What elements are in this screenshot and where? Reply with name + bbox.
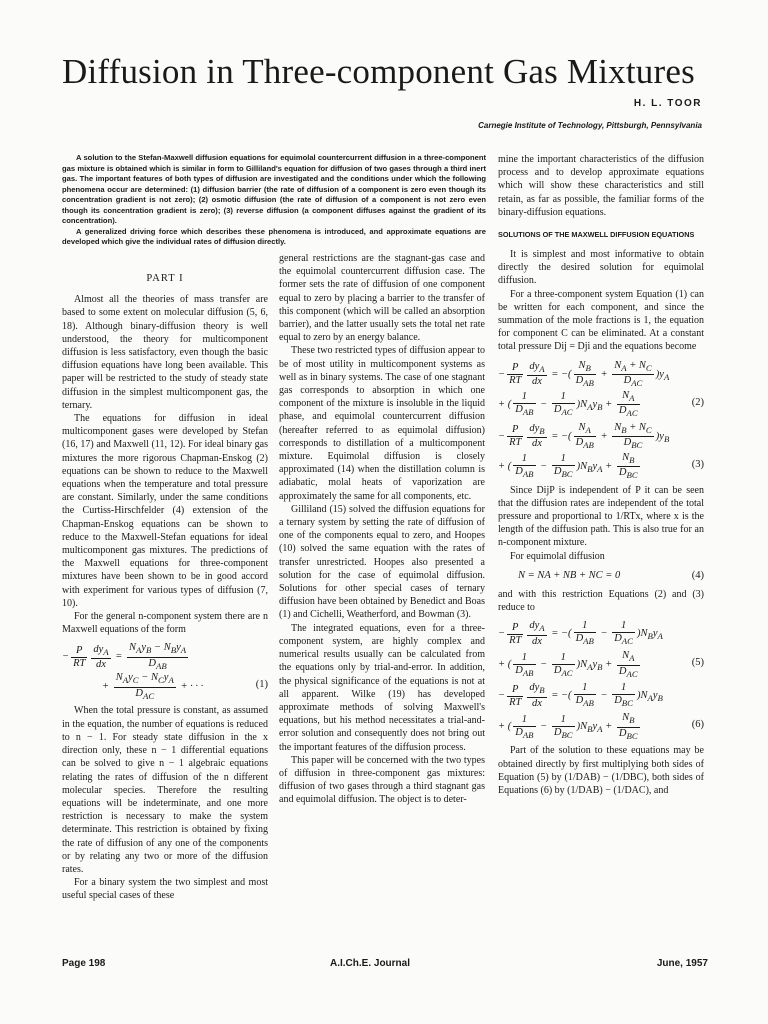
col3-paragraph-5: For equimolal diffusion (510, 550, 605, 562)
author: H. L. TOOR (633, 98, 702, 109)
col1-paragraph-5: For a binary system the two simplest and most useful special cases of these (62, 877, 268, 902)
col1-paragraph-2: The equations for diffusion in ideal multicomponent gases were developed by Stefan (16, 17) and Maxwell (11, 12). For ideal binary gas mixtures the more rigorous Chapman-Enskog (2) equations can be shown to reduce to the Maxwell equations when the temperature and total pressure are constant. Similarly, under the same conditions the Curtiss-Hirschfelder (4) extension of the Chapman-Enskog equations can be shown to reduce to the Maxwell-Stefan equations for ideal multicomponent gas mixtures. The predictions of the Maxwell equations for three-component mixtures have been shown to be in good accord with experiment for various types of diffusion (7, 10). (62, 413, 268, 609)
col3-paragraph-1: mine the important characteristics of the diffusion process and to develop approximate equations which will show these characteristics and still retain, as far as possible, the familiar forms of the binary-diffusion equations. (498, 154, 704, 218)
col2-paragraph-5: This paper will be concerned with the two types of diffusion in three-component gas mixtures: diffusion of two gases through a third stagnant gas and equimolal diffusion. The object is to deter- (279, 754, 485, 806)
paper-title: Diffusion in Three-component Gas Mixtures (62, 52, 695, 91)
equation-2: − $\frac{P}{RT}$ $\frac{dy_A}{dx}$ = −( $\frac{N_B}{D_{AB}}$ + $\frac{N_A + N_C}{D_{AC}}$ )$y_A$ + ( $\frac{1}{D_{AB}}$ − $\frac{1}{D_{AC}}$ )$N_Ay_B$ + $\frac{N_A}{D_{AC}}$ (2) (498, 359, 704, 418)
part-heading: PART I (146, 273, 184, 284)
equation-1: − $\frac{P}{RT}$ $\frac{dy_A}{dx}$ = $\frac{N_Ay_B - N_By_A}{D_{AB}}$ + $\frac{N_Ay_C - N_Cy_A}{D_{AC}}$ + · · · (1) (62, 642, 268, 701)
abstract-paragraph-1: A solution to the Stefan-Maxwell diffusion equations for equimolal countercurrent diffusion in a three-component gas mixture is obtained which is similar in form to Gilliland's equation for diffusion of two gases through a third inert gas. The important features of both types of diffusion are investigated and the conditions under which the following phenomena occur are determined: (1) diffusion barrier (the rate of diffusion of a component is zero even though its concentration gradient is not zero); (2) osmotic diffusion (the rate of diffusion of a component is not zero even though its concentration gradient is zero); (3) reverse diffusion (a component diffuses against the gradient of its concentration). (62, 153, 486, 225)
col3-paragraph-3: For a three-component system Equation (1) can be written for each component, and since the summation of the mole fractions is 1, the equation for component C can be eliminated. At a constant total pressure Dij = Dji and the equations become (498, 288, 704, 353)
equation-4 (498, 569, 704, 582)
col3-paragraph-4: Since DijP is independent of P it can be seen that the diffusion rates are independent of the total pressure and proportional to 1/RTx, where x is the length of the diffusion path. This is also true for an n-component mixture. (498, 484, 704, 549)
equation-6: − $\frac{P}{RT}$ $\frac{dy_B}{dx}$ = −( $\frac{1}{D_{AB}}$ − $\frac{1}{D_{BC}}$ )$N_Ay_B$ + ( $\frac{1}{D_{AB}}$ − $\frac{1}{D_{BC}}$ )$N_By_A$ + $\frac{N_B}{D_{BC}}$ (6) (498, 682, 704, 741)
section-heading: SOLUTIONS OF THE MAXWELL DIFFUSION EQUATIONS (498, 230, 695, 240)
col3-paragraph-6: and with this restriction Equations (2) and (3) reduce to (498, 589, 704, 614)
equation-4-text: N = NA + NB + NC = 0 (518, 569, 621, 581)
col2-paragraph-4: The integrated equations, even for a three-component system, are highly complex and numerical results usually can be calculated from the equations only by trial-and-error. In addition, the physical significance of the equations is not at all apparent. Wilke (19) has developed approximate methods of solving Maxwell's equations, but his method necessitates a trial-and-error solution and consequently does not bring out the important features of the diffusion process. (279, 622, 485, 753)
equation-6-number: (6) (691, 719, 704, 731)
column-1 (62, 272, 268, 903)
issue-date: June, 1957 (656, 958, 708, 969)
col2-paragraph-1: general restrictions are the stagnant-gas case and the equimolal countercurrent diffusion case. The former sets the rate of diffusion of one component equal to zero by placing a barrier to the transfer of this component (which will be called an absorption barrier), and the latter usually sets the total net rate equal to zero by an energy balance. (279, 253, 485, 344)
equation-4-number: (4) (691, 569, 704, 581)
col2-paragraph-2: These two restricted types of diffusion appear to be of most utility in multicomponent systems as well as in binary systems. The case of one stagnant gas corresponds to absorption in which one component of the mixture is insoluble in the liquid phase, and equimolal countercurrent diffusion (hereafter referred to as equimolal diffusion) corresponds to distillation of a multicomponent mixture. Equimolal diffusion is closely approximated (14) when the distillation column is adiabatic, molal heats of vaporization are approximately the same for all components, etc. (279, 345, 485, 502)
column-3 (498, 153, 704, 797)
abstract (62, 153, 486, 248)
col3-paragraph-2: It is simplest and most informative to obtain directly the desired solution for equimolal diffusion. (498, 249, 704, 287)
col1-paragraph-1: Almost all the theories of mass transfer are based to some extent on molecular diffusion (5, 6, 18). Although binary-diffusion theory is well understood, the theory for multicomponent diffusion is less satisfactory, even though the basic diffusion equations have long been available. This paper will be restricted to the study of steady state diffusion in the simplest multicomponent gas, the ternary. (62, 294, 268, 411)
equation-5-number: (5) (691, 657, 704, 669)
equation-3-number: (3) (691, 458, 704, 470)
journal-name: A.I.Ch.E. Journal (330, 958, 411, 969)
affiliation: Carnegie Institute of Technology, Pittsburgh, Pennsylvania (478, 121, 702, 130)
equation-2-number: (2) (691, 396, 704, 408)
page-number: Page 198 (62, 958, 106, 969)
equation-1-number: (1) (255, 679, 268, 691)
column-2 (279, 252, 485, 807)
col1-paragraph-4: When the total pressure is constant, as assumed in the equation, the number of equations is reduced to n − 1. For steady state diffusion in the x direction only, these n − 1 differential equations can be solved to give n − 1 algebraic equations relating the rates of diffusion of the n different molecular species. Therefore the resulting equations will be indeterminate, and one more restriction is necessary to make the system determinate. This restriction is obtained by fixing the rate of diffusion of any one of the components or by relating any two or more of the diffusion rates. (62, 705, 268, 875)
col3-paragraph-7: Part of the solution to these equations may be obtained directly by first multiplying both sides of Equation (5) by (1/DAB) − (1/DBC), both sides of Equations (6) by (1/DAB) − (1/DAC), and (498, 745, 704, 797)
equation-5: − $\frac{P}{RT}$ $\frac{dy_A}{dx}$ = −( $\frac{1}{D_{AB}}$ − $\frac{1}{D_{AC}}$ )$N_By_A$ + ( $\frac{1}{D_{AB}}$ − $\frac{1}{D_{AC}}$ )$N_Ay_B$ + $\frac{N_A}{D_{AC}}$ (5) (498, 620, 704, 679)
equation-3: − $\frac{P}{RT}$ $\frac{dy_B}{dx}$ = −( $\frac{N_A}{D_{AB}}$ + $\frac{N_B + N_C}{D_{BC}}$ )$y_B$ + ( $\frac{1}{D_{AB}}$ − $\frac{1}{D_{BC}}$ )$N_By_A$ + $\frac{N_B}{D_{BC}}$ (3) (498, 421, 704, 480)
abstract-paragraph-2: A generalized driving force which describes these phenomena is introduced, and approximate equations are developed which give the individual rates of diffusion directly. (62, 226, 486, 246)
col1-paragraph-3: For the general n-component system there are n Maxwell equations of the form (62, 611, 268, 636)
col2-paragraph-3: Gilliland (15) solved the diffusion equations for a ternary system by setting the rate of diffusion of one of the components equal to zero, and Hoopes (10) solved the same equation with the rates of transfer unrestricted. Hoopes also presented a solution for the case of equimolal diffusion. Solutions for other special cases of ternary diffusion have been obtained by Benedict and Boas (1) and Cichelli, Weatherford, and Bowman (3). (279, 503, 485, 621)
